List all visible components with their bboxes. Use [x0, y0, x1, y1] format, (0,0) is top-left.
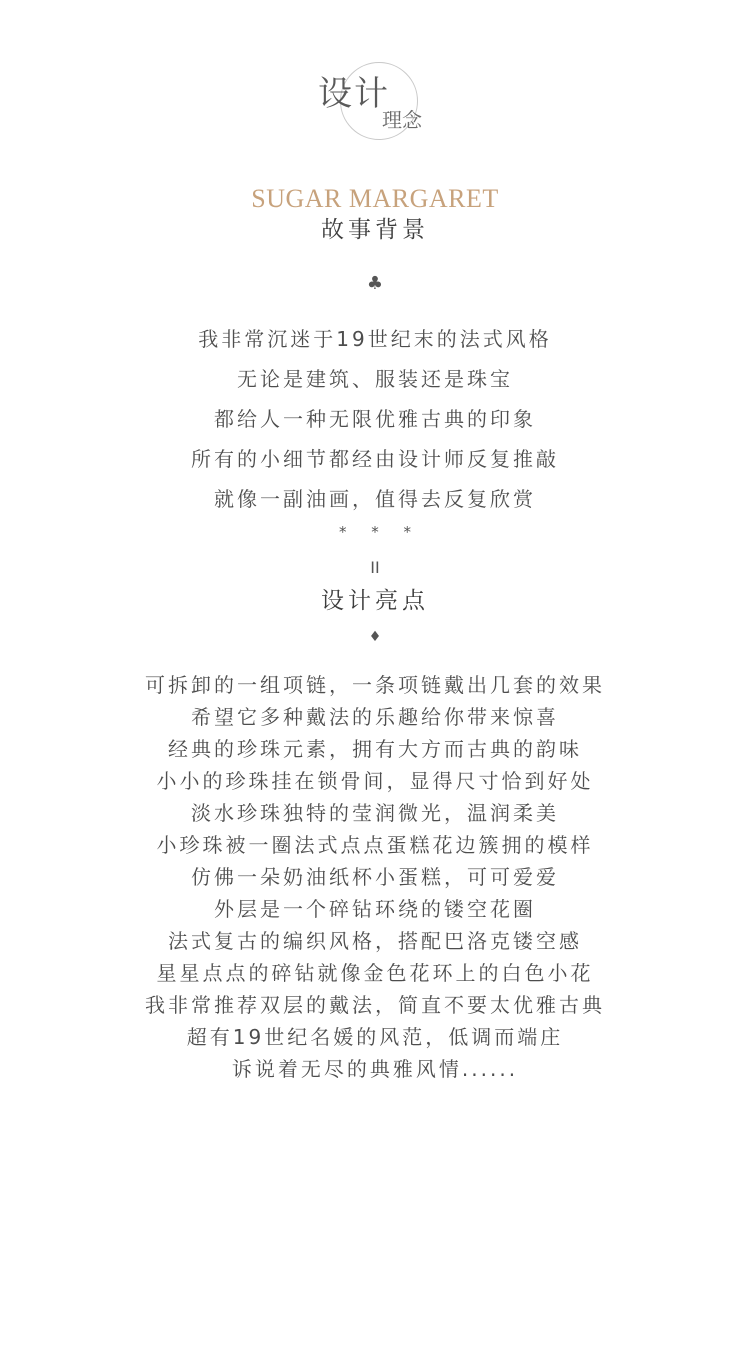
highlight-line: 仿佛一朵奶油纸杯小蛋糕，可可爱爱: [191, 865, 559, 889]
highlight-line: 淡水珍珠独特的莹润微光，温润柔美: [191, 801, 559, 825]
diamond-ornament-icon: ♦: [368, 629, 382, 645]
section-number: II: [370, 558, 380, 577]
highlight-line: 法式复古的编织风格，搭配巴洛克镂空感: [168, 929, 582, 953]
story-line: 所有的小细节都经由设计师反复推敲: [191, 447, 559, 471]
highlight-line: 小珍珠被一圈法式点点蛋糕花边簇拥的模样: [156, 833, 594, 857]
highlight-line: 外层是一个碎钻环绕的镂空花圈: [214, 897, 536, 921]
star-divider: * * *: [338, 523, 422, 541]
highlights-heading: 设计亮点: [321, 588, 429, 614]
club-ornament-icon: ♣: [366, 273, 384, 294]
story-heading: 故事背景: [321, 217, 429, 243]
story-line: 就像一副油画，值得去反复欣赏: [214, 487, 536, 511]
brand-name: SUGAR MARGARET: [251, 184, 499, 213]
highlight-line: 星星点点的碎钻就像金色花环上的白色小花: [156, 961, 594, 985]
logo-main-text: 设计: [318, 74, 390, 114]
highlights-text: [0, 670, 750, 1086]
story-line: 无论是建筑、服装还是珠宝: [237, 367, 513, 391]
story-line: 我非常沉迷于19世纪末的法式风格: [198, 327, 552, 351]
highlight-line: 超有19世纪名媛的风范，低调而端庄: [186, 1025, 564, 1049]
highlight-line: 经典的珍珠元素，拥有大方而古典的韵味: [168, 737, 582, 761]
story-line: 都给人一种无限优雅古典的印象: [214, 407, 536, 431]
highlight-line: 可拆卸的一组项链，一条项链戴出几套的效果: [145, 673, 605, 697]
highlight-line: 小小的珍珠挂在锁骨间，显得尺寸恰到好处: [156, 769, 594, 793]
highlight-line: 我非常推荐双层的戴法，简直不要太优雅古典: [145, 993, 605, 1017]
logo-sub-text: 理念: [382, 108, 422, 132]
highlight-line: 希望它多种戴法的乐趣给你带来惊喜: [191, 705, 559, 729]
highlight-line: 诉说着无尽的典雅风情......: [231, 1057, 519, 1081]
design-concept-logo: [310, 62, 440, 144]
story-text: [0, 324, 750, 524]
